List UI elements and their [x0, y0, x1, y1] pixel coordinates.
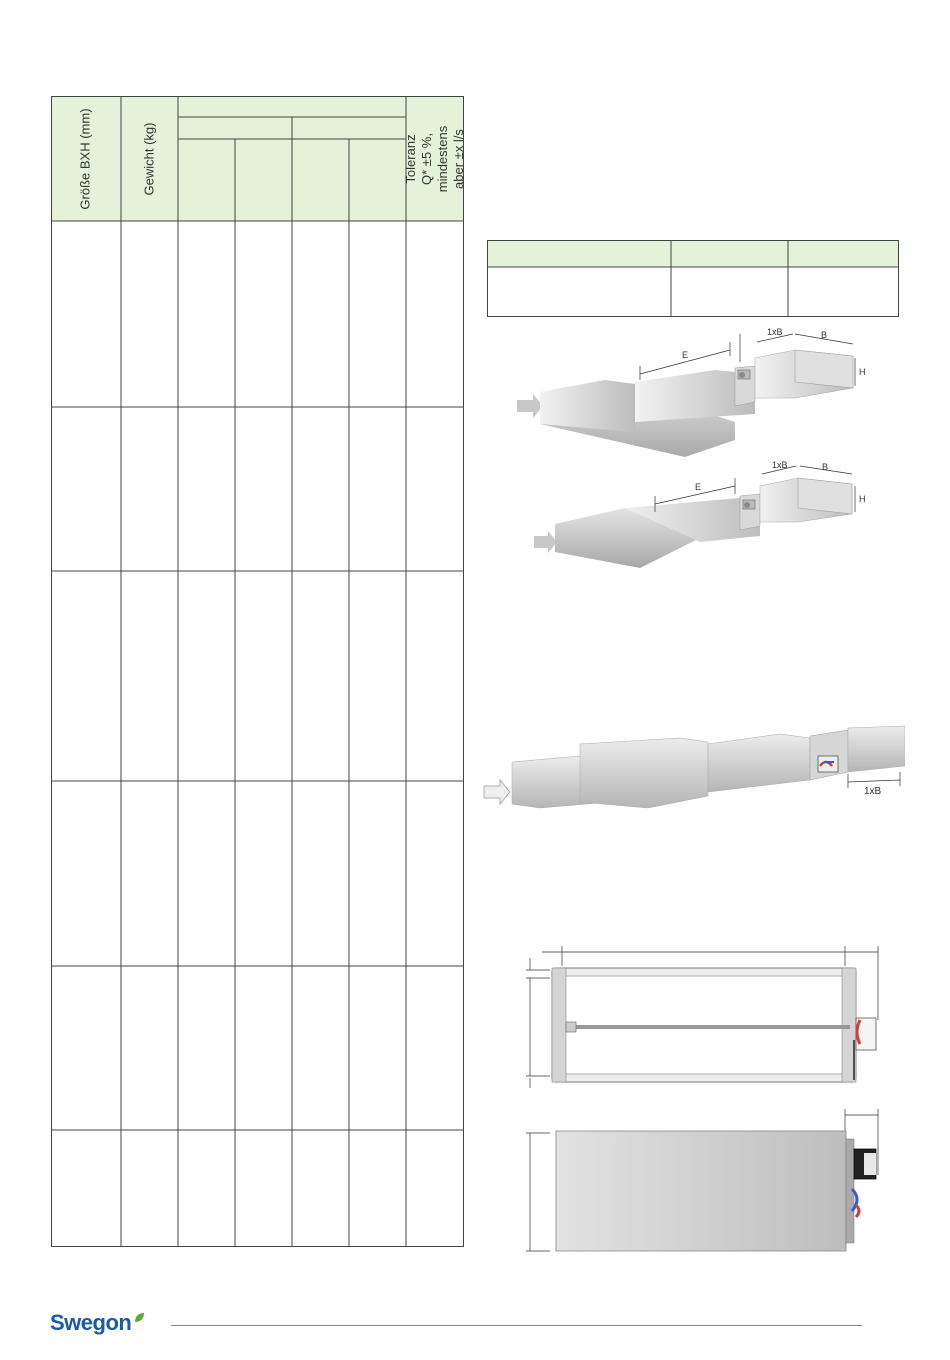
- installation-figure-3: [480, 722, 905, 822]
- dimension-b-label: B: [822, 462, 829, 472]
- header-tolerance-label: Toleranz Q* ±5 %, mindestens aber ±x l/s: [403, 125, 467, 192]
- dimension-e-label: E: [695, 482, 702, 492]
- spec-table: [51, 96, 467, 1247]
- damper-actuator-icon: [818, 756, 838, 772]
- airflow-arrow-icon: [534, 531, 557, 553]
- dimension-h-label: H: [859, 367, 866, 377]
- swegon-logo: [50, 1310, 145, 1336]
- header-weight-label: Gewicht (kg): [141, 122, 157, 195]
- small-table-grid: [487, 240, 899, 317]
- footer-divider: [171, 1325, 862, 1326]
- damper-actuator-icon: [852, 1149, 876, 1217]
- header-weight: [121, 96, 178, 221]
- dimension-1xb-label: 1xB: [772, 460, 788, 470]
- header-size-label: Größe BXH (mm): [78, 107, 93, 210]
- installation-figure-1: [505, 322, 875, 462]
- airflow-arrow-icon: [517, 394, 543, 418]
- damper-actuator-icon: [743, 500, 755, 509]
- small-table: [487, 240, 899, 317]
- installation-figure-2: [530, 456, 875, 576]
- dimension-e-label: E: [682, 350, 689, 360]
- logo-text: Swegon: [50, 1310, 132, 1335]
- header-size: [51, 96, 121, 221]
- header-tolerance: [403, 96, 467, 221]
- technical-drawing-side-view: [520, 1105, 885, 1255]
- dimension-h-label: H: [859, 494, 866, 504]
- airflow-arrow-icon: [484, 780, 510, 804]
- damper-actuator-icon: [854, 1018, 876, 1080]
- dimension-b-label: B: [821, 330, 828, 340]
- dimension-1xb-label: 1xB: [767, 327, 783, 337]
- technical-drawing-top-view: [520, 940, 885, 1090]
- damper-actuator-icon: [738, 370, 750, 379]
- small-table-header-fill: [487, 240, 899, 267]
- leaf-icon: [133, 1312, 145, 1324]
- dimension-1xb-label: 1xB: [864, 786, 882, 797]
- spec-table-grid: [51, 96, 464, 1247]
